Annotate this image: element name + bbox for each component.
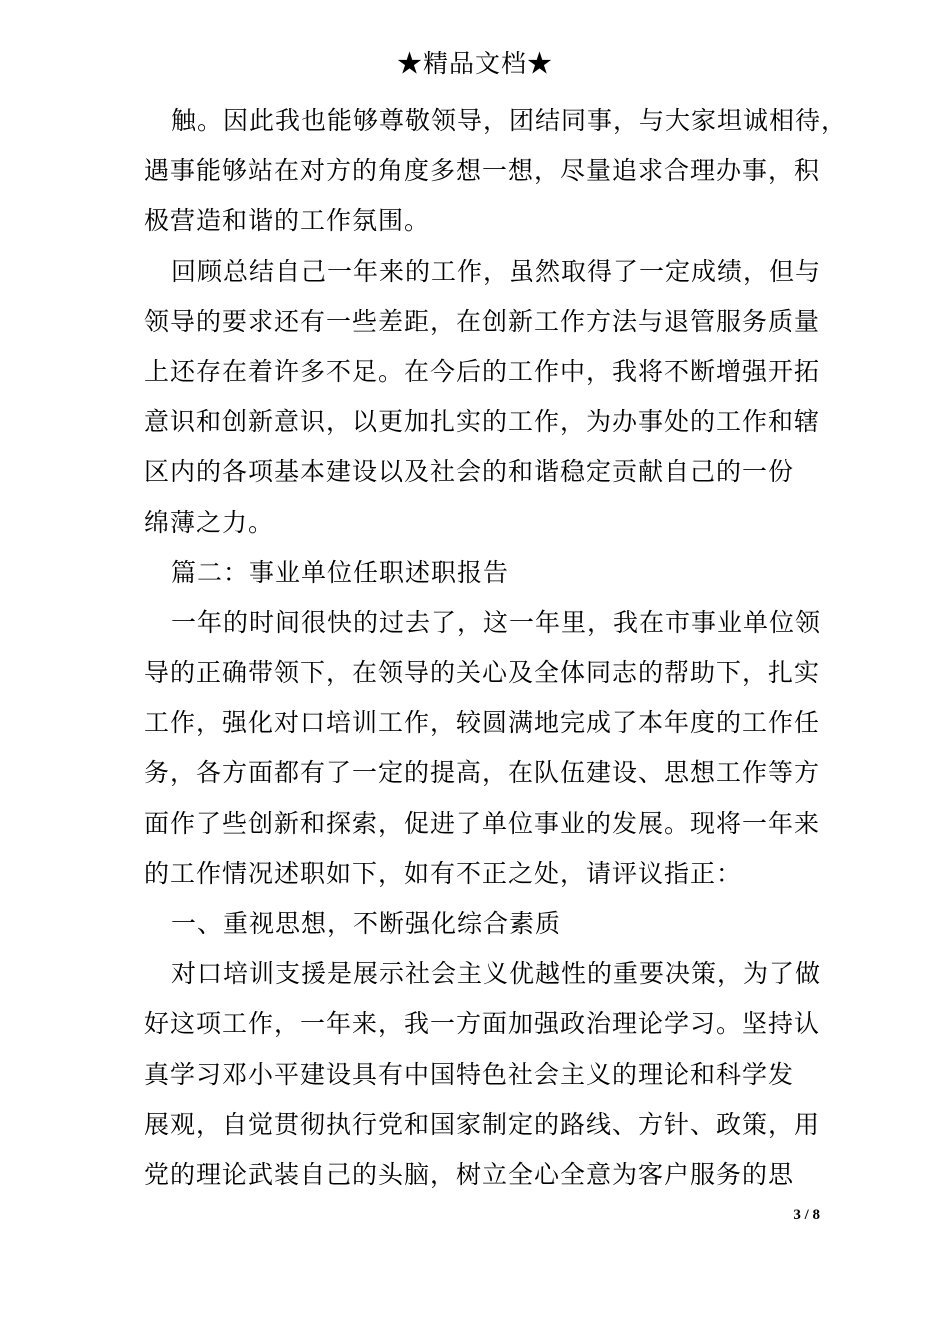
text-line: 意识和创新意识，以更加扎实的工作，为办事处的工作和辖 — [144, 407, 821, 437]
text-line: 回顾总结自己一年来的工作，虽然取得了一定成绩，但与 — [171, 256, 822, 286]
text-line: 务，各方面都有了一定的提高，在队伍建设、思想工作等方 — [144, 758, 821, 788]
text-line: 真学习邓小平建设具有中国特色社会主义的理论和科学发 — [144, 1059, 795, 1089]
text-line: 一年的时间很快的过去了，这一年里，我在市事业单位领 — [171, 607, 822, 637]
page-number: 3 / 8 — [793, 1207, 820, 1223]
text-line: 极营造和谐的工作氛围。 — [144, 206, 431, 236]
text-line: 党的理论武装自己的头脑，树立全心全意为客户服务的思 — [144, 1159, 795, 1189]
text-line: 导的正确带领下，在领导的关心及全体同志的帮助下，扎实 — [144, 658, 821, 688]
text-line: 篇二：事业单位任职述职报告 — [171, 557, 510, 587]
page-header-title: ★精品文档★ — [396, 49, 553, 78]
text-line: 上还存在着许多不足。在今后的工作中，我将不断增强开拓 — [144, 356, 821, 386]
text-line: 遇事能够站在对方的角度多想一想，尽量追求合理办事，积 — [144, 156, 821, 186]
text-line: 展观，自觉贯彻执行党和国家制定的路线、方针、政策，用 — [144, 1109, 821, 1139]
text-line: 一、重视思想，不断强化综合素质 — [171, 909, 562, 938]
text-line: 好这项工作，一年来，我一方面加强政治理论学习。坚持认 — [144, 1009, 821, 1039]
document-body — [144, 96, 848, 1200]
text-line: 工作，强化对口培训工作，较圆满地完成了本年度的工作任 — [144, 708, 821, 738]
text-line: 的工作情况述职如下，如有不正之处，请评议指正： — [144, 858, 743, 888]
text-line: 对口培训支援是展示社会主义优越性的重要决策，为了做 — [171, 959, 822, 989]
text-line: 领导的要求还有一些差距，在创新工作方法与退管服务质量 — [144, 306, 821, 336]
text-line: 触。因此我也能够尊敬领导，团结同事，与大家坦诚相待， — [171, 106, 848, 135]
text-line: 面作了些创新和探索，促进了单位事业的发展。现将一年来 — [144, 808, 821, 838]
text-line: 区内的各项基本建设以及社会的和谐稳定贡献自己的一份 — [144, 457, 795, 487]
text-line: 绵薄之力。 — [144, 507, 275, 537]
